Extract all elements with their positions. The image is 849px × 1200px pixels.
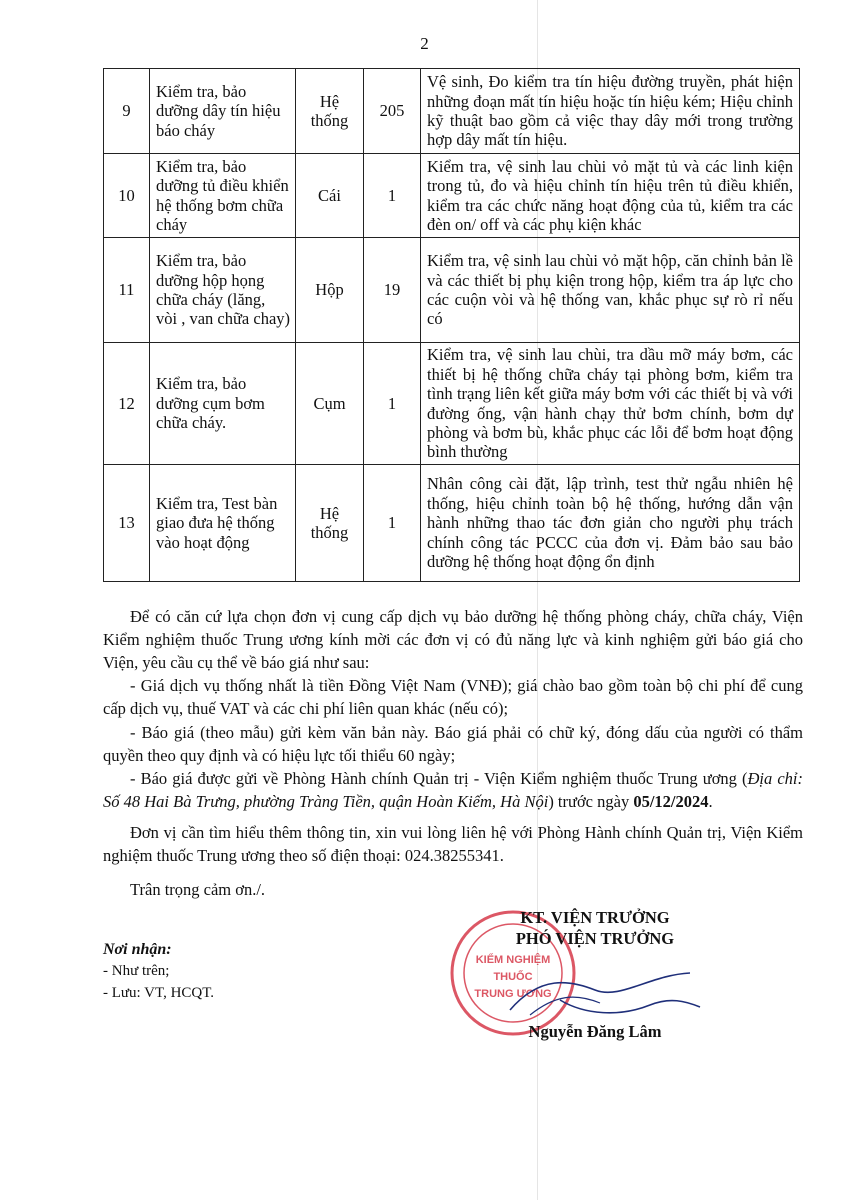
unit: Cụm	[296, 343, 364, 465]
signature-block	[420, 907, 770, 950]
table-row	[104, 69, 800, 154]
quantity: 205	[364, 69, 421, 154]
recipients-title: Nơi nhận:	[103, 941, 172, 958]
task-description: Kiểm tra, vệ sinh lau chùi vỏ mặt hộp, căn chỉnh bản lề và các thiết bị phụ kiện trong hộp, kiểm tra áp lực cho các cuộn vòi và hệ thống van, khắc phục sự rò rỉ nếu có	[421, 238, 800, 343]
requirement-delivery	[103, 768, 803, 814]
requirement-signature: - Báo giá (theo mẫu) gửi kèm văn bản này. Báo giá phải có chữ ký, đóng dấu của người có thẩm quyền theo quy định và có hiệu lực tối thiểu 60 ngày;	[103, 722, 803, 765]
task-description: Nhân công cài đặt, lập trình, test thử ngẫu nhiên hệ thống, hiệu chỉnh toàn bộ hệ thống, hướng dẫn vận hành những thao tác đơn giản cho người phụ trách chính công tác PCCC của đơn vị. Đảm bảo sau bảo dưỡng hệ thống hoạt động ổn định	[421, 465, 800, 582]
page-number: 2	[420, 34, 429, 53]
row-number: 12	[104, 343, 150, 465]
seal-text-top: KIỂM NGHIỆM	[475, 954, 551, 966]
row-number: 13	[104, 465, 150, 582]
signature-title-line1: KT. VIỆN TRƯỞNG	[520, 908, 670, 927]
closing-thanks: Trân trọng cảm ơn./.	[130, 880, 266, 900]
delivery-address: Địa chỉ: Số 48 Hai Bà Trưng, phường Tràng Tiền, quận Hoàn Kiếm, Hà Nội	[103, 769, 804, 812]
task-name: Kiểm tra, bảo dưỡng cụm bơm chữa cháy.	[150, 343, 296, 465]
deadline-date: 05/12/2024	[633, 792, 709, 812]
delivery-prefix: - Báo giá được gửi về Phòng Hành chính Quản trị - Viện Kiểm nghiệm thuốc Trung ương (	[130, 769, 748, 789]
unit: Hệ thống	[296, 69, 364, 154]
quantity: 19	[364, 238, 421, 343]
signer-name: Nguyễn Đăng Lâm	[528, 1022, 662, 1041]
unit: Hộp	[296, 238, 364, 343]
task-name: Kiểm tra, bảo dưỡng tủ điều khiển hệ thống bơm chữa cháy	[150, 154, 296, 238]
quantity: 1	[364, 465, 421, 582]
task-description: Kiểm tra, vệ sinh lau chùi, tra dầu mỡ máy bơm, các thiết bị hệ thống chữa cháy tại phòng bơm, kiểm tra tình trạng liên kết giữa máy bơm với các thiết bị và với đường ống, vận hành chạy thử bơm chính, bơm dự phòng và bơm bù, khắc phục các lỗi để bơm hoạt động bình thường	[421, 343, 800, 465]
row-number: 10	[104, 154, 150, 238]
recipients-block	[103, 938, 214, 1005]
table-row	[104, 154, 800, 238]
row-number: 9	[104, 69, 150, 154]
requirement-currency: - Giá dịch vụ thống nhất là tiền Đồng Việt Nam (VNĐ); giá chào bao gồm toàn bộ chi phí để cung cấp dịch vụ, thuế VAT và các chi phí liên quan khác (nếu có);	[103, 676, 803, 719]
handwritten-signature	[500, 955, 710, 1030]
seal-text-bottom: TRUNG ƯƠNG	[474, 988, 552, 1000]
work-items-table	[103, 68, 800, 582]
unit: Cái	[296, 154, 364, 238]
contact-paragraph: Đơn vị cần tìm hiểu thêm thông tin, xin vui lòng liên hệ với Phòng Hành chính Quản trị, Viện Kiểm nghiệm thuốc Trung ương theo số điện thoại: 024.38255341.	[103, 822, 803, 865]
table-row	[104, 465, 800, 582]
task-description: Vệ sinh, Đo kiểm tra tín hiệu đường truyền, phát hiện những đoạn mất tín hiệu hoặc tín hiệu kém; Hiệu chỉnh kỹ thuật bao gồm cả việc thay dây mới trong trường hợp dây mất tín hiệu.	[421, 69, 800, 154]
task-description: Kiểm tra, vệ sinh lau chùi vỏ mặt tủ và các linh kiện trong tủ, đo và hiệu chỉnh tín hiệu trên tủ điều khiển, kiểm tra các chức năng hoạt động của tủ, kiểm tra các đèn on/ off và các phụ kiện khác	[421, 154, 800, 238]
recipient-item: - Như trên;	[103, 963, 170, 980]
delivery-suffix: .	[708, 792, 713, 812]
seal-text-mid: THUỐC	[493, 971, 533, 983]
letter-body	[103, 606, 803, 903]
task-name: Kiểm tra, Test bàn giao đưa hệ thống vào hoạt động	[150, 465, 296, 582]
recipient-item: - Lưu: VT, HCQT.	[103, 984, 215, 1001]
quantity: 1	[364, 343, 421, 465]
row-number: 11	[104, 238, 150, 343]
delivery-middle: ) trước ngày	[548, 792, 634, 812]
task-name: Kiểm tra, bảo dưỡng dây tín hiệu báo cháy	[150, 69, 296, 154]
unit: Hệ thống	[296, 465, 364, 582]
intro-paragraph: Để có căn cứ lựa chọn đơn vị cung cấp dịch vụ bảo dưỡng hệ thống phòng cháy, chữa cháy, Viện Kiểm nghiệm thuốc Trung ương kính mời các đơn vị có đủ năng lực và kinh nghiệm gửi báo giá cho Viện, yêu cầu cụ thể về báo giá như sau:	[103, 607, 803, 672]
quantity: 1	[364, 154, 421, 238]
signature-title-line2: PHÓ VIỆN TRƯỞNG	[515, 929, 675, 949]
table-row	[104, 343, 800, 465]
task-name: Kiểm tra, bảo dưỡng hộp họng chữa cháy (lăng, vòi , van chữa chay)	[150, 238, 296, 343]
table-row	[104, 238, 800, 343]
